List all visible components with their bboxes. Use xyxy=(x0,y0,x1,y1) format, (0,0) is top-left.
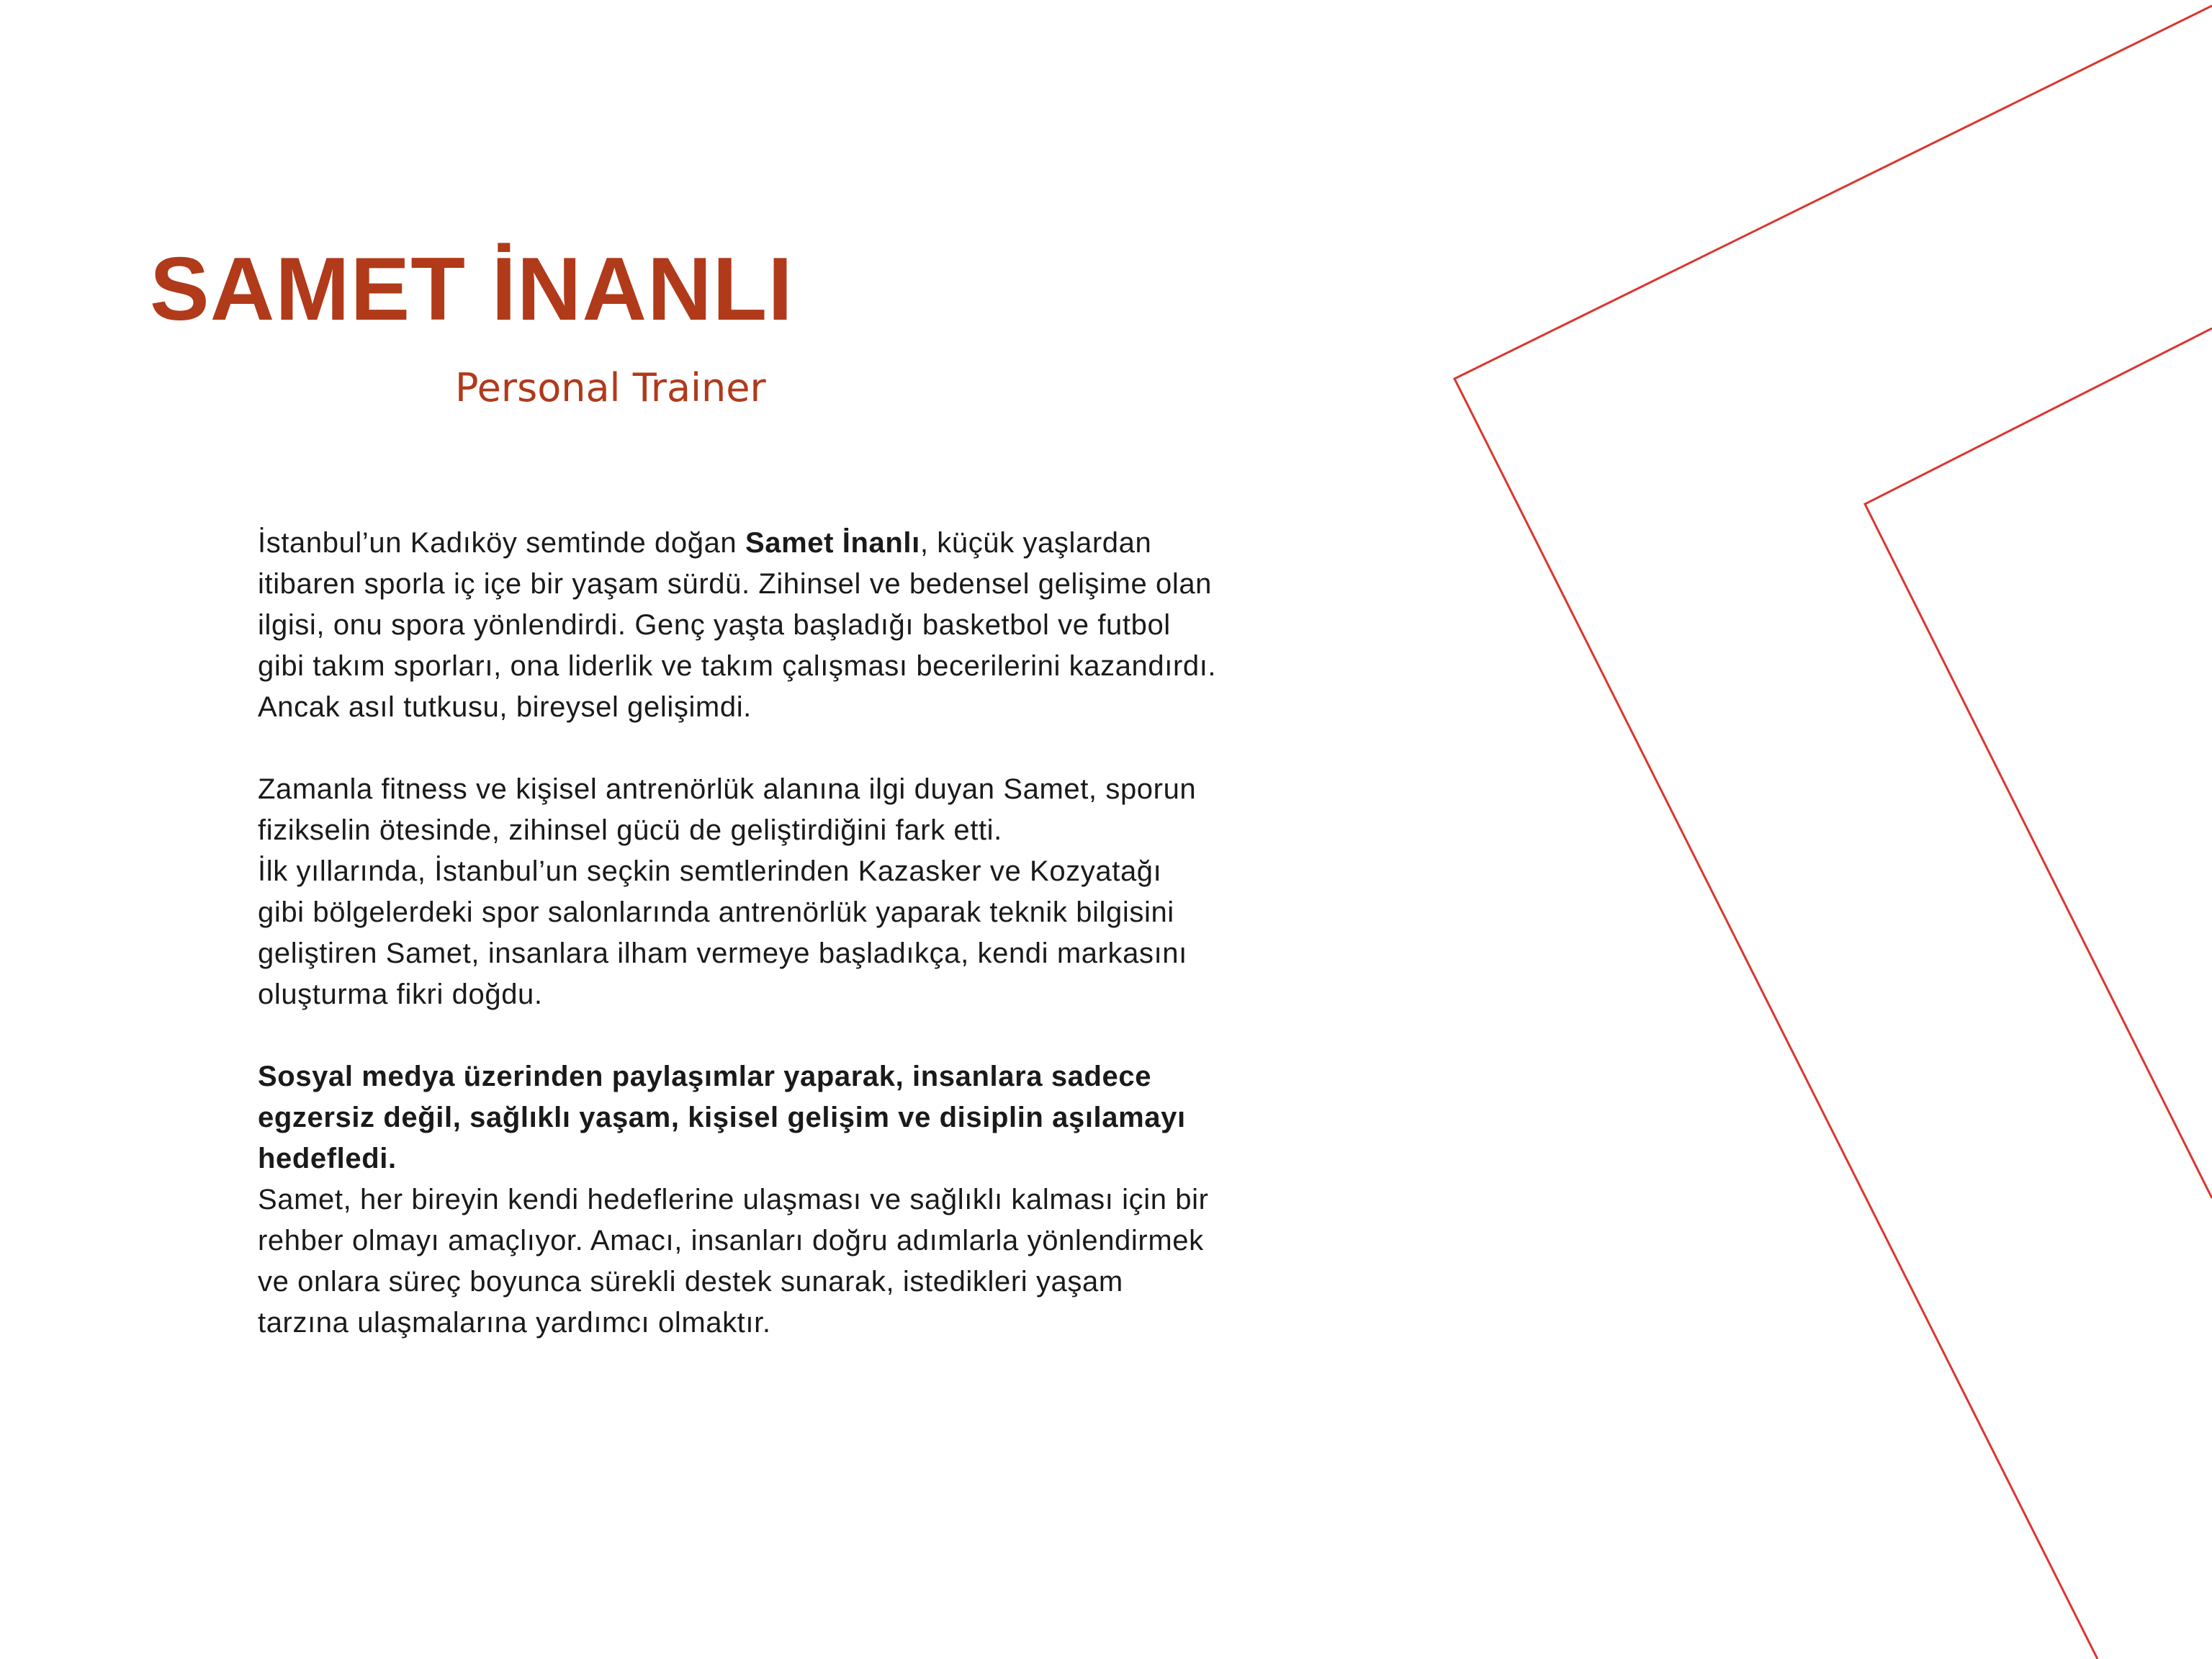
bold-paragraph-line: egzersiz değil, sağlıklı yaşam, kişisel gelişim ve disiplin aşılamayı xyxy=(258,1102,1186,1133)
paragraph-line: rehber olmayı amaçlıyor. Amacı, insanları doğru adımlarla yönlendirmek xyxy=(258,1225,1204,1256)
text-run: İstanbul’un Kadıköy semtinde doğan xyxy=(258,527,745,559)
paragraph-line: gibi takım sporları, ona liderlik ve takım çalışması becerilerini kazandırdı. xyxy=(258,650,1217,682)
page-title: SAMET İNANLI xyxy=(150,240,793,339)
paragraph-line: İlk yıllarında, İstanbul’un seçkin semtlerinden Kazasker ve Kozyatağı xyxy=(258,855,1162,887)
outer-chevron-line xyxy=(1455,6,2212,1659)
paragraph-1 xyxy=(258,523,1352,728)
inner-chevron-line xyxy=(1865,328,2212,1198)
paragraph-spacer xyxy=(258,728,1352,769)
name-highlight: Samet İnanlı xyxy=(745,527,920,559)
job-title: Personal Trainer xyxy=(455,365,766,410)
paragraph-line: gibi bölgelerdeki spor salonlarında antrenörlük yaparak teknik bilgisini xyxy=(258,896,1174,928)
bold-paragraph-line: hedefledi. xyxy=(258,1143,397,1174)
biography xyxy=(258,523,1352,1344)
paragraph-line xyxy=(258,523,1352,564)
paragraph-line: Zamanla fitness ve kişisel antrenörlük alanına ilgi duyan Samet, sporun xyxy=(258,773,1197,805)
paragraph-2 xyxy=(258,769,1352,1015)
paragraph-line: fizikselin ötesinde, zihinsel gücü de geliştirdiğini fark etti. xyxy=(258,814,1002,846)
paragraph-line: ilgisi, onu spora yönlendirdi. Genç yaşta başladığı basketbol ve futbol xyxy=(258,609,1171,641)
bold-paragraph-line: Sosyal medya üzerinden paylaşımlar yaparak, insanlara sadece xyxy=(258,1061,1152,1092)
paragraph-3 xyxy=(258,1056,1352,1344)
paragraph-line: Samet, her bireyin kendi hedeflerine ulaşması ve sağlıklı kalması için bir xyxy=(258,1184,1209,1215)
text-run: , küçük yaşlardan xyxy=(920,527,1152,559)
paragraph-spacer xyxy=(258,1015,1352,1056)
paragraph-line: Ancak asıl tutkusu, bireysel gelişimdi. xyxy=(258,691,752,723)
paragraph-line: itibaren sporla iç içe bir yaşam sürdü. Zihinsel ve bedensel gelişime olan xyxy=(258,568,1213,600)
paragraph-line: oluşturma fikri doğdu. xyxy=(258,979,543,1010)
paragraph-line: tarzına ulaşmalarına yardımcı olmaktır. xyxy=(258,1307,771,1339)
paragraph-line: ve onlara süreç boyunca sürekli destek sunarak, istedikleri yaşam xyxy=(258,1266,1123,1298)
paragraph-line: geliştiren Samet, insanlara ilham vermeye başladıkça, kendi markasını xyxy=(258,938,1187,969)
